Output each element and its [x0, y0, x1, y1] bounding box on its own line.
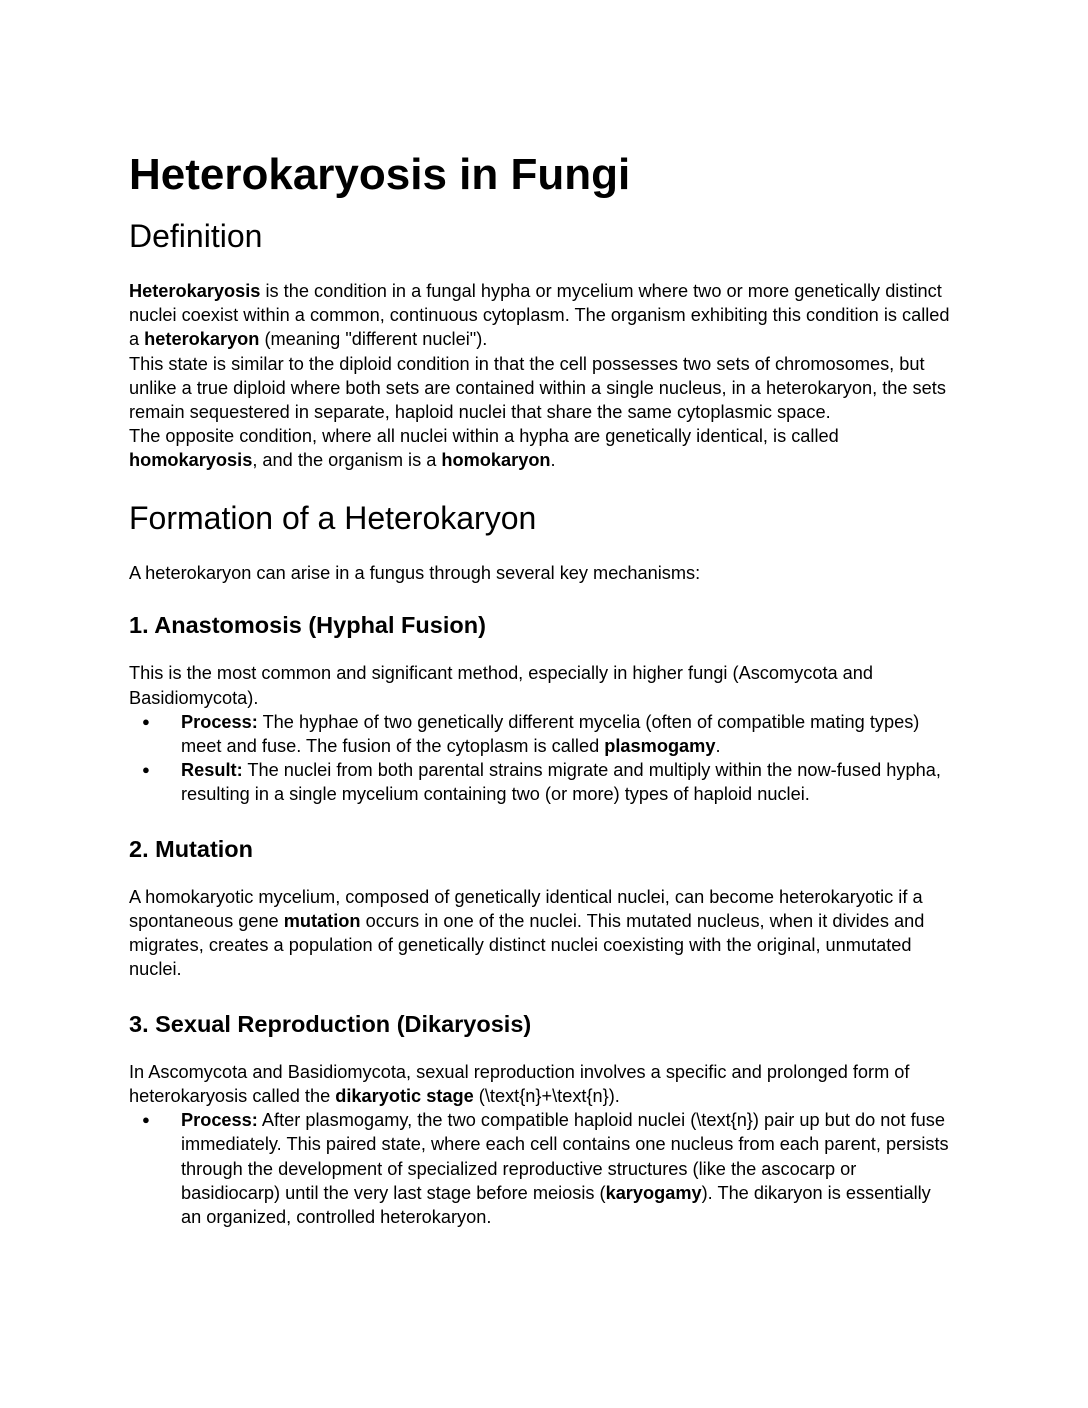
term-plasmogamy: plasmogamy	[604, 736, 716, 756]
list-item: ● Result: The nuclei from both parental strains migrate and multiply within the now-fused hypha, resulting in a single mycelium containing two (or more) types of haploid nuclei.	[142, 760, 941, 805]
term-heterokaryosis: Heterokaryosis	[129, 280, 261, 301]
sexual-reproduction-intro: In Ascomycota and Basidiomycota, sexual reproduction involves a specific and prolonged form of heterokaryosis called the dikaryotic stage (\text{n}+\text{n}).	[129, 1061, 910, 1106]
formation-heading: Formation of a Heterokaryon	[129, 499, 537, 536]
term-dikaryotic-stage: dikaryotic stage	[335, 1086, 474, 1106]
anastomosis-intro: This is the most common and significant method, especially in higher fungi (Ascomycota and Basidiomycota).	[129, 663, 874, 708]
bullet-icon: ●	[142, 1112, 150, 1128]
mutation-heading: 2. Mutation	[129, 835, 254, 862]
bullet-icon: ●	[142, 762, 150, 778]
document-title: Heterokaryosis in Fungi	[129, 150, 631, 199]
sexual-reproduction-list	[129, 1108, 956, 1229]
formation-intro: A heterokaryon can arise in a fungus through several key mechanisms:	[129, 563, 701, 583]
mutation-paragraph: A homokaryotic mycelium, composed of genetically identical nuclei, can become heterokaryotic if a spontaneous gene mutation occurs in one of the nuclei. This mutated nucleus, when it divides and migrates, creates a population of genetically distinct nuclei coexisting with the original, unmutated nuclei.	[129, 886, 925, 980]
sexual-reproduction-heading: 3. Sexual Reproduction (Dikaryosis)	[129, 1010, 532, 1037]
term-mutation: mutation	[283, 911, 361, 931]
definition-paragraph-1: Heterokaryosis is the condition in a fungal hypha or mycelium where two or more genetically distinct nuclei coexist within a common, continuous cytoplasm. The organism exhibiting this condition is called a heterokaryon (meaning "different nuclei").	[129, 280, 950, 350]
term-homokaryosis: homokaryosis	[129, 450, 253, 471]
definition-heading: Definition	[129, 217, 263, 254]
anastomosis-heading: 1. Anastomosis (Hyphal Fusion)	[129, 612, 486, 639]
list-item: ● Process: The hyphae of two genetically different mycelia (often of compatible mating types) meet and fuse. The fusion of the cytoplasm is called plasmogamy.	[142, 711, 920, 756]
term-heterokaryon: heterokaryon	[144, 329, 260, 350]
term-homokaryon: homokaryon	[441, 450, 551, 471]
definition-paragraph-2: This state is similar to the diploid condition in that the cell possesses two sets of chromosomes, but unlike a true diploid where both sets are contained within a single nucleus, in a heterokaryon, the sets remain sequestered in separate, haploid nuclei that share the same cytoplasmic space.	[129, 353, 946, 422]
bullet-icon: ●	[142, 713, 150, 729]
definition-paragraph-3: The opposite condition, where all nuclei within a hypha are genetically identical, is called homokaryosis, and the organism is a homokaryon.	[129, 426, 839, 471]
term-karyogamy: karyogamy	[605, 1182, 702, 1203]
list-item: ● Process: After plasmogamy, the two compatible haploid nuclei (\text{n}) pair up but do not fuse immediately. This paired state, where each cell contains one nucleus from each parent, persists through the development of specialized reproductive structures (like the ascocarp or basidiocarp) until the very last stage before meiosis (karyogamy). The dikaryon is essentially an organized, controlled heterokaryon.	[142, 1110, 949, 1228]
anastomosis-list	[129, 710, 956, 807]
